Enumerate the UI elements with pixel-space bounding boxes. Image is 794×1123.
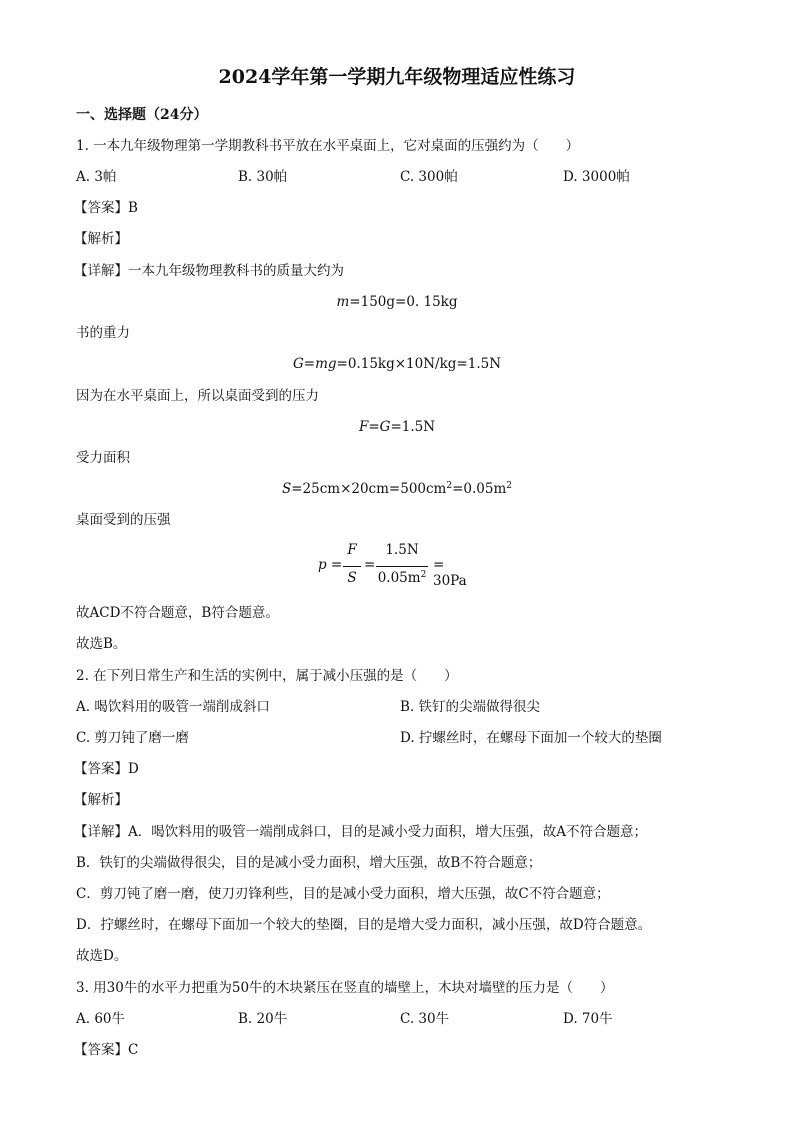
q3-answer: 【答案】C: [74, 1042, 139, 1058]
q1-text-gravity: 书的重力: [76, 325, 130, 341]
q1-detail: 【详解】一本九年级物理教科书的质量大约为: [74, 263, 344, 279]
question-2-stem: 2. 在下列日常生产和生活的实例中，属于减小压强的是（ ）: [76, 668, 458, 684]
q1-conclusion: 故ACD不符合题意，B符合题意。: [76, 605, 279, 621]
q1-equation-gravity: G=mg=0.15kg×10N/kg=1.5N: [292, 356, 502, 372]
question-1-stem: 1. 一本九年级物理第一学期教科书平放在水平桌面上，它对桌面的压强约为（ ）: [76, 138, 580, 154]
q1-pressure-fraction: [318, 542, 478, 590]
fraction-den-1: S: [347, 570, 357, 586]
q3-option-c: C. 30牛: [400, 1011, 450, 1027]
fraction-num-2: 1.5N: [385, 542, 419, 558]
q2-option-b: B. 铁钉的尖端做得很尖: [400, 699, 541, 715]
q1-choice: 故选B。: [76, 636, 127, 652]
q1-option-b: B. 30帕: [238, 169, 288, 185]
q1-text-force: 因为在水平桌面上，所以桌面受到的压力: [76, 388, 319, 404]
q2-option-d: D. 拧螺丝时，在螺母下面加一个较大的垫圈: [400, 730, 662, 746]
q1-option-a: A. 3帕: [76, 169, 117, 185]
section-heading: 一、选择题（24分）: [76, 107, 208, 123]
fraction-rhs: = 30Pa: [433, 557, 467, 589]
fraction-lhs: p =: [318, 557, 343, 573]
q1-text-area: 受力面积: [76, 450, 130, 466]
q2-detail-b: B．铁钉的尖端做得很尖，目的是减小受力面积，增大压强，故B不符合题意；: [76, 855, 542, 871]
q2-choice: 故选D。: [76, 948, 128, 964]
question-3-stem: 3. 用30牛的水平力把重为50牛的木块紧压在竖直的墙壁上，木块对墙壁的压力是（ ）: [76, 980, 614, 996]
fraction-bar-1: [343, 566, 361, 567]
q1-analysis-label: 【解析】: [74, 231, 128, 247]
fraction-num-1: F: [347, 542, 357, 558]
q3-option-d: D. 70牛: [563, 1011, 613, 1027]
page-title: 2024学年第一学期九年级物理适应性练习: [218, 66, 576, 88]
q2-detail-a: 【详解】A．喝饮料用的吸管一端削成斜口，目的是减小受力面积，增大压强，故A不符合题意；: [74, 824, 647, 840]
q1-text-pressure: 桌面受到的压强: [76, 512, 171, 528]
q1-option-d: D. 3000帕: [563, 169, 630, 185]
fraction-den-2: $0.05m^2$: [377, 570, 427, 586]
q1-equation-mass: m=150g=0. 15kg: [336, 294, 458, 310]
q3-option-b: B. 20牛: [238, 1011, 288, 1027]
q3-option-a: A. 60牛: [76, 1011, 126, 1027]
fraction-eq: =: [364, 557, 376, 573]
q1-option-c: C. 300帕: [400, 169, 458, 185]
q2-option-a: A. 喝饮料用的吸管一端削成斜口: [76, 699, 270, 715]
q2-analysis-label: 【解析】: [74, 792, 128, 808]
q1-equation-area: $S=25cm\times 20cm=500cm^2=0.05m^2$: [281, 481, 513, 497]
q1-answer: 【答案】B: [74, 200, 138, 216]
q1-equation-force: F=G=1.5N: [358, 419, 436, 435]
q2-option-c: C. 剪刀钝了磨一磨: [76, 730, 189, 746]
q2-answer: 【答案】D: [74, 761, 139, 777]
q2-detail-c: C．剪刀钝了磨一磨，使刀刃锋利些，目的是减小受力面积，增大压强，故C不符合题意；: [76, 886, 610, 902]
q2-detail-d: D．拧螺丝时，在螺母下面加一个较大的垫圈，目的是增大受力面积，减小压强，故D符合题意。: [76, 917, 652, 933]
fraction-bar-2: [376, 566, 428, 567]
